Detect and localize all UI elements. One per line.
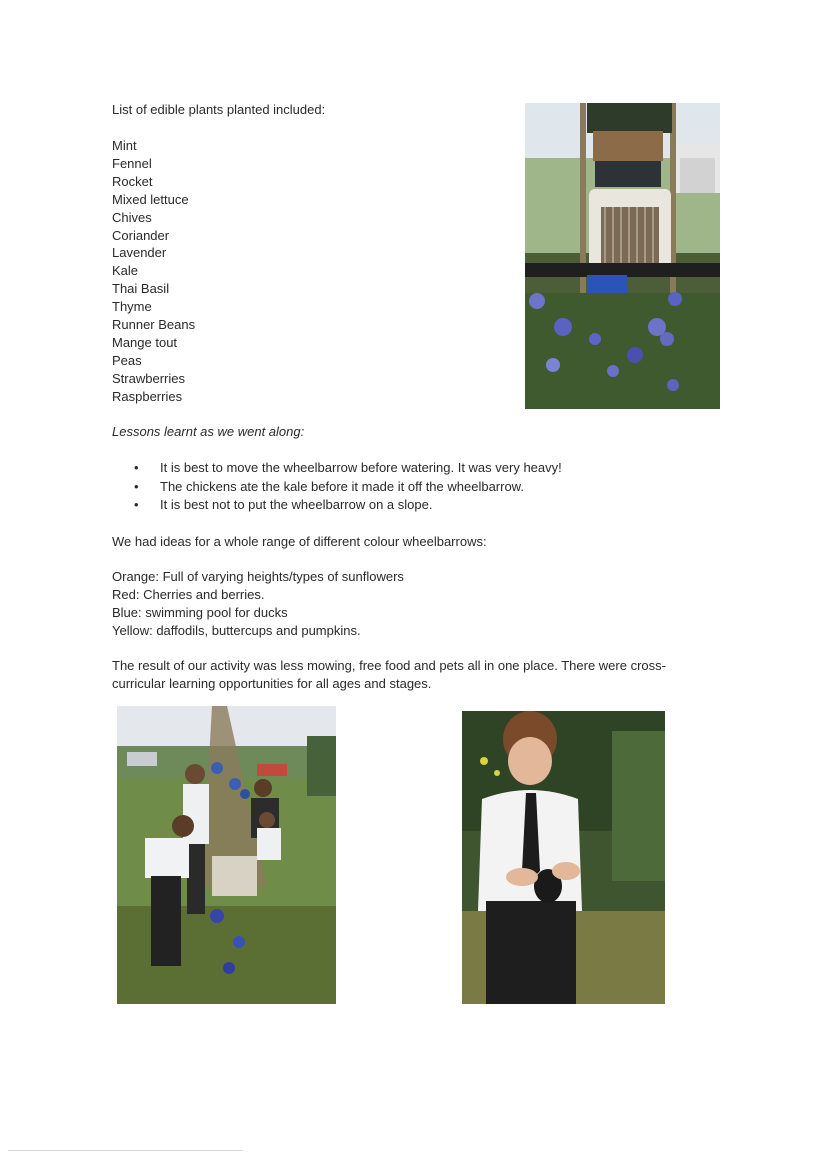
bullet-icon: •: [134, 460, 139, 475]
bullet-icon: •: [134, 497, 139, 512]
lesson-item: [134, 496, 562, 515]
plant-item: Mange tout: [112, 334, 178, 350]
ideas-intro: We had ideas for a whole range of different colour wheelbarrows:: [112, 534, 487, 549]
lessons-heading: Lessons learnt as we went along:: [112, 424, 305, 439]
plant-item: Thyme: [112, 299, 152, 315]
lesson-text: The chickens ate the kale before it made it off the wheelbarrow.: [160, 478, 524, 494]
plant-item: Mint: [112, 138, 137, 153]
colour-ideas-list: [112, 568, 404, 640]
plants-intro: List of edible plants planted included:: [112, 102, 326, 117]
lesson-item: [134, 478, 562, 497]
colour-idea-item: Yellow: daffodils, buttercups and pumpkins.: [112, 622, 361, 638]
lesson-text: It is best not to put the wheelbarrow on a slope.: [160, 497, 433, 512]
plant-item: Strawberries: [112, 370, 185, 386]
plant-item: Mixed lettuce: [112, 191, 189, 207]
plant-list: [112, 137, 195, 406]
plant-item: Fennel: [112, 155, 152, 171]
plant-item: Peas: [112, 352, 142, 368]
plant-item: Runner Beans: [112, 317, 196, 333]
pupils-planting-photo: [117, 706, 336, 1004]
wheelbarrow-tower-photo: [525, 103, 720, 409]
colour-idea-item: Blue: swimming pool for ducks: [112, 604, 288, 620]
bullet-icon: •: [134, 478, 139, 494]
plant-item: Kale: [112, 263, 139, 279]
lesson-text: It is best to move the wheelbarrow before watering. It was very heavy!: [160, 460, 562, 475]
plant-item: Raspberries: [112, 388, 183, 404]
plant-item: Lavender: [112, 245, 167, 261]
bottom-divider: [8, 1150, 243, 1151]
plant-item: Thai Basil: [112, 281, 170, 297]
boy-with-chicken-photo: [462, 711, 665, 1004]
plant-item: Chives: [112, 209, 152, 225]
lesson-item: [134, 459, 562, 478]
result-paragraph: The result of our activity was less mowing, free food and pets all in one place. There were cross-curricular learning opportunities for all ages and stages.: [112, 658, 666, 691]
lessons-list: [134, 459, 562, 515]
colour-idea-item: Orange: Full of varying heights/types of sunflowers: [112, 569, 404, 584]
plant-item: Rocket: [112, 173, 153, 189]
plant-item: Coriander: [112, 227, 170, 243]
colour-idea-item: Red: Cherries and berries.: [112, 586, 265, 602]
